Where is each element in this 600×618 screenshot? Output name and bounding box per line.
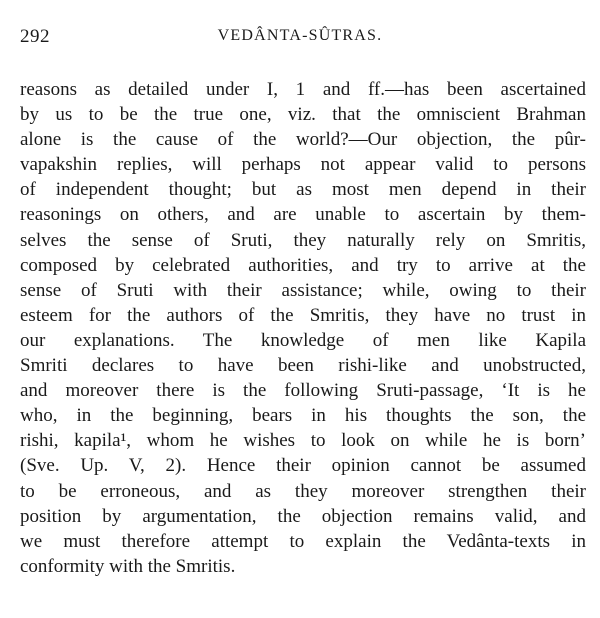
running-head — [20, 26, 580, 50]
text-line: to be erroneous, and as they moreover strengthen their — [20, 480, 586, 502]
text-line: sense of Sruti with their assistance; while, owing to their — [20, 279, 586, 301]
text-line: reasonings on others, and are unable to ascertain by them- — [20, 204, 586, 226]
text-line: Smriti declares to have been rishi-like and unobstructed, — [20, 355, 586, 377]
running-title: VEDÂNTA-SÛTRAS. — [217, 27, 383, 44]
text-line: position by argumentation, the objection remains valid, and — [20, 505, 586, 527]
text-line: reasons as detailed under I, 1 and ff.—has been ascertained — [20, 79, 586, 100]
text-line: and moreover there is the following Sruti-passage, ‘It is he — [20, 380, 586, 402]
text-line: we must therefore attempt to explain the Vedânta-texts in — [20, 530, 586, 552]
page-number: 292 — [20, 26, 50, 47]
text-line: our explanations. The knowledge of men like Kapila — [20, 329, 586, 351]
text-line: who, in the beginning, bears in his thoughts the son, the — [20, 405, 586, 427]
text-line: alone is the cause of the world?—Our objection, the pûr- — [20, 129, 586, 151]
text-line: by us to be the true one, viz. that the omniscient Brahman — [20, 104, 586, 126]
text-line: rishi, kapila¹, whom he wishes to look on while he is born’ — [20, 430, 586, 452]
text-line: conformity with the Smritis. — [20, 555, 236, 577]
text-line: selves the sense of Sruti, they naturally rely on Smritis, — [20, 229, 586, 251]
body-paragraph — [20, 77, 586, 579]
text-line: of independent thought; but as most men depend in their — [20, 179, 586, 201]
text-line: vapakshin replies, will perhaps not appear valid to persons — [20, 154, 586, 176]
text-line: composed by celebrated authorities, and try to arrive at the — [20, 254, 586, 276]
text-line: (Sve. Up. V, 2). Hence their opinion cannot be assumed — [20, 455, 586, 477]
text-line: esteem for the authors of the Smritis, they have no trust in — [20, 304, 586, 326]
